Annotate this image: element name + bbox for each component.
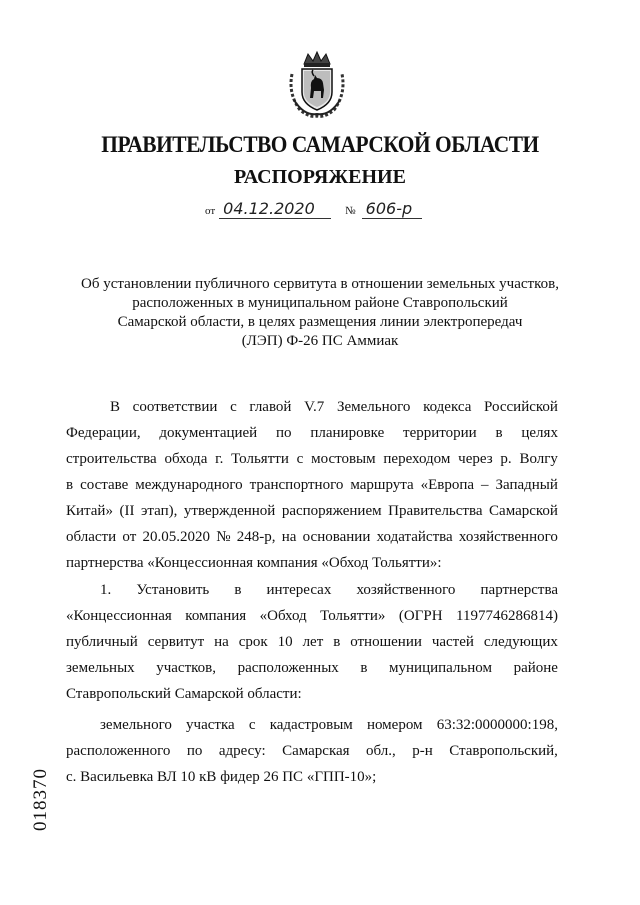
- word: Правительства: [388, 503, 483, 519]
- number-value: 606-р: [362, 200, 422, 219]
- word: В: [110, 399, 121, 415]
- text-line: [66, 603, 558, 629]
- subject-line: (ЛЭП) Ф-26 ПС Аммиак: [241, 333, 399, 349]
- word: участков,: [156, 660, 217, 676]
- word: этап),: [140, 503, 178, 519]
- word: публичный: [66, 634, 138, 650]
- word: от: [122, 529, 137, 545]
- word: Установить: [136, 582, 210, 598]
- word: земельных: [66, 660, 135, 676]
- word: «Обход: [259, 608, 307, 624]
- word: лет: [302, 634, 324, 650]
- word: –: [481, 477, 489, 493]
- word: по: [276, 425, 292, 441]
- word: «Европа: [420, 477, 475, 493]
- word: с: [248, 717, 256, 733]
- paragraph-item-1: [66, 577, 558, 707]
- word: документацией: [159, 425, 258, 441]
- word: транспортного: [249, 477, 344, 493]
- word: мостовым: [311, 451, 376, 467]
- text-line: [66, 681, 558, 707]
- word: через: [458, 451, 493, 467]
- word: партнерства: [480, 582, 558, 598]
- text-line-content: партнерства «Концессионная компания «Обход Тольятти»:: [66, 555, 442, 571]
- text-line: [66, 420, 558, 446]
- word: частей: [431, 634, 474, 650]
- word: кадастровым: [269, 717, 353, 733]
- date-label: от: [205, 205, 216, 217]
- word: Земельного: [336, 399, 411, 415]
- subject-line: Самарской области, в целях размещения линии электропередач: [117, 314, 523, 330]
- word: обл.,: [366, 743, 396, 759]
- word: адресу:: [218, 743, 266, 759]
- word: территории: [403, 425, 477, 441]
- word: (ОГРН: [398, 608, 443, 624]
- word: Ставропольский,: [449, 743, 558, 759]
- word: расположенного: [66, 743, 171, 759]
- word: утвержденной: [183, 503, 276, 519]
- word: сервитут: [147, 634, 205, 650]
- word: в: [495, 425, 503, 441]
- word: муниципальном: [389, 660, 492, 676]
- word: соответствии: [132, 399, 218, 415]
- word: 1.: [100, 582, 112, 598]
- paragraph-land-plot: [66, 712, 558, 790]
- word: целях: [521, 425, 558, 441]
- word: распоряжением: [281, 503, 382, 519]
- word: следующих: [483, 634, 558, 650]
- word: 63:32:0000000:198,: [436, 717, 558, 733]
- date-value: 04.12.2020: [219, 200, 331, 219]
- word: районе: [513, 660, 558, 676]
- word: Западный: [495, 477, 558, 493]
- word: интересах: [266, 582, 332, 598]
- word: компания: [185, 608, 247, 624]
- word: г.: [215, 451, 224, 467]
- word: Китай»: [66, 503, 113, 519]
- word: на: [281, 529, 297, 545]
- document-subject: [60, 275, 580, 351]
- word: земельного: [100, 717, 172, 733]
- text-line: [66, 472, 558, 498]
- government-title: ПРАВИТЕЛЬСТВО САМАРСКОЙ ОБЛАСТИ: [101, 132, 539, 157]
- word: переходом: [383, 451, 451, 467]
- text-line: [66, 394, 558, 420]
- word: кодекса: [423, 399, 472, 415]
- text-line: [66, 655, 558, 681]
- word: главой: [249, 399, 292, 415]
- word: в: [234, 582, 242, 598]
- word: V.7: [304, 399, 325, 415]
- word: Российской: [484, 399, 558, 415]
- word: Федерации,: [66, 425, 141, 441]
- word: (II: [119, 503, 135, 519]
- word: 20.05.2020: [142, 529, 210, 545]
- text-line: [66, 498, 558, 524]
- word: расположенных: [237, 660, 339, 676]
- number-label: №: [345, 205, 356, 217]
- word: Тольятти: [231, 451, 289, 467]
- word: срок: [238, 634, 268, 650]
- subject-line: Об установлении публичного сервитута в отношении земельных участков,: [81, 276, 559, 292]
- word: р.: [500, 451, 512, 467]
- word: Самарская: [282, 743, 350, 759]
- word: №: [216, 529, 231, 545]
- document-type: РАСПОРЯЖЕНИЕ: [234, 166, 406, 188]
- word: в: [333, 634, 341, 650]
- word: р-н: [412, 743, 433, 759]
- word: области: [66, 529, 117, 545]
- word: «Концессионная: [66, 608, 172, 624]
- subject-line: расположенных в муниципальном районе Ставропольский: [132, 295, 508, 311]
- text-line-content: Ставропольский Самарской области:: [66, 686, 302, 702]
- word: 10: [277, 634, 293, 650]
- word: в: [360, 660, 368, 676]
- coat-of-arms-icon: [284, 50, 350, 120]
- word: на: [214, 634, 229, 650]
- word: с: [230, 399, 237, 415]
- word: Тольятти»: [320, 608, 386, 624]
- text-line: [66, 524, 558, 550]
- word: ходатайства: [376, 529, 453, 545]
- word: хозяйственного: [356, 582, 456, 598]
- word: Самарской: [489, 503, 558, 519]
- word: хозяйственного: [458, 529, 558, 545]
- text-line: [66, 764, 558, 790]
- paragraph-preamble: [66, 394, 558, 576]
- word: основании: [302, 529, 371, 545]
- text-line: [66, 738, 558, 764]
- text-line: [66, 446, 558, 472]
- word: международного: [135, 477, 243, 493]
- word: Волгу: [519, 451, 558, 467]
- word: 1197746286814): [456, 608, 558, 624]
- date-number-line: [205, 200, 422, 219]
- text-line: [66, 577, 558, 603]
- word: составе: [80, 477, 129, 493]
- word: участка: [186, 717, 235, 733]
- text-line: [66, 712, 558, 738]
- word: планировке: [310, 425, 385, 441]
- word: по: [186, 743, 203, 759]
- text-line-content: с. Васильевка ВЛ 10 кВ фидер 26 ПС «ГПП-10»;: [66, 769, 377, 785]
- word: строительства: [66, 451, 157, 467]
- word: отношении: [350, 634, 422, 650]
- text-line: [66, 550, 558, 576]
- word: 248-р,: [236, 529, 276, 545]
- side-serial-number: 018370: [30, 768, 51, 831]
- word: в: [66, 477, 74, 493]
- word: маршрута: [350, 477, 414, 493]
- word: с: [296, 451, 304, 467]
- text-line: [66, 629, 558, 655]
- word: номером: [366, 717, 423, 733]
- word: обхода: [164, 451, 208, 467]
